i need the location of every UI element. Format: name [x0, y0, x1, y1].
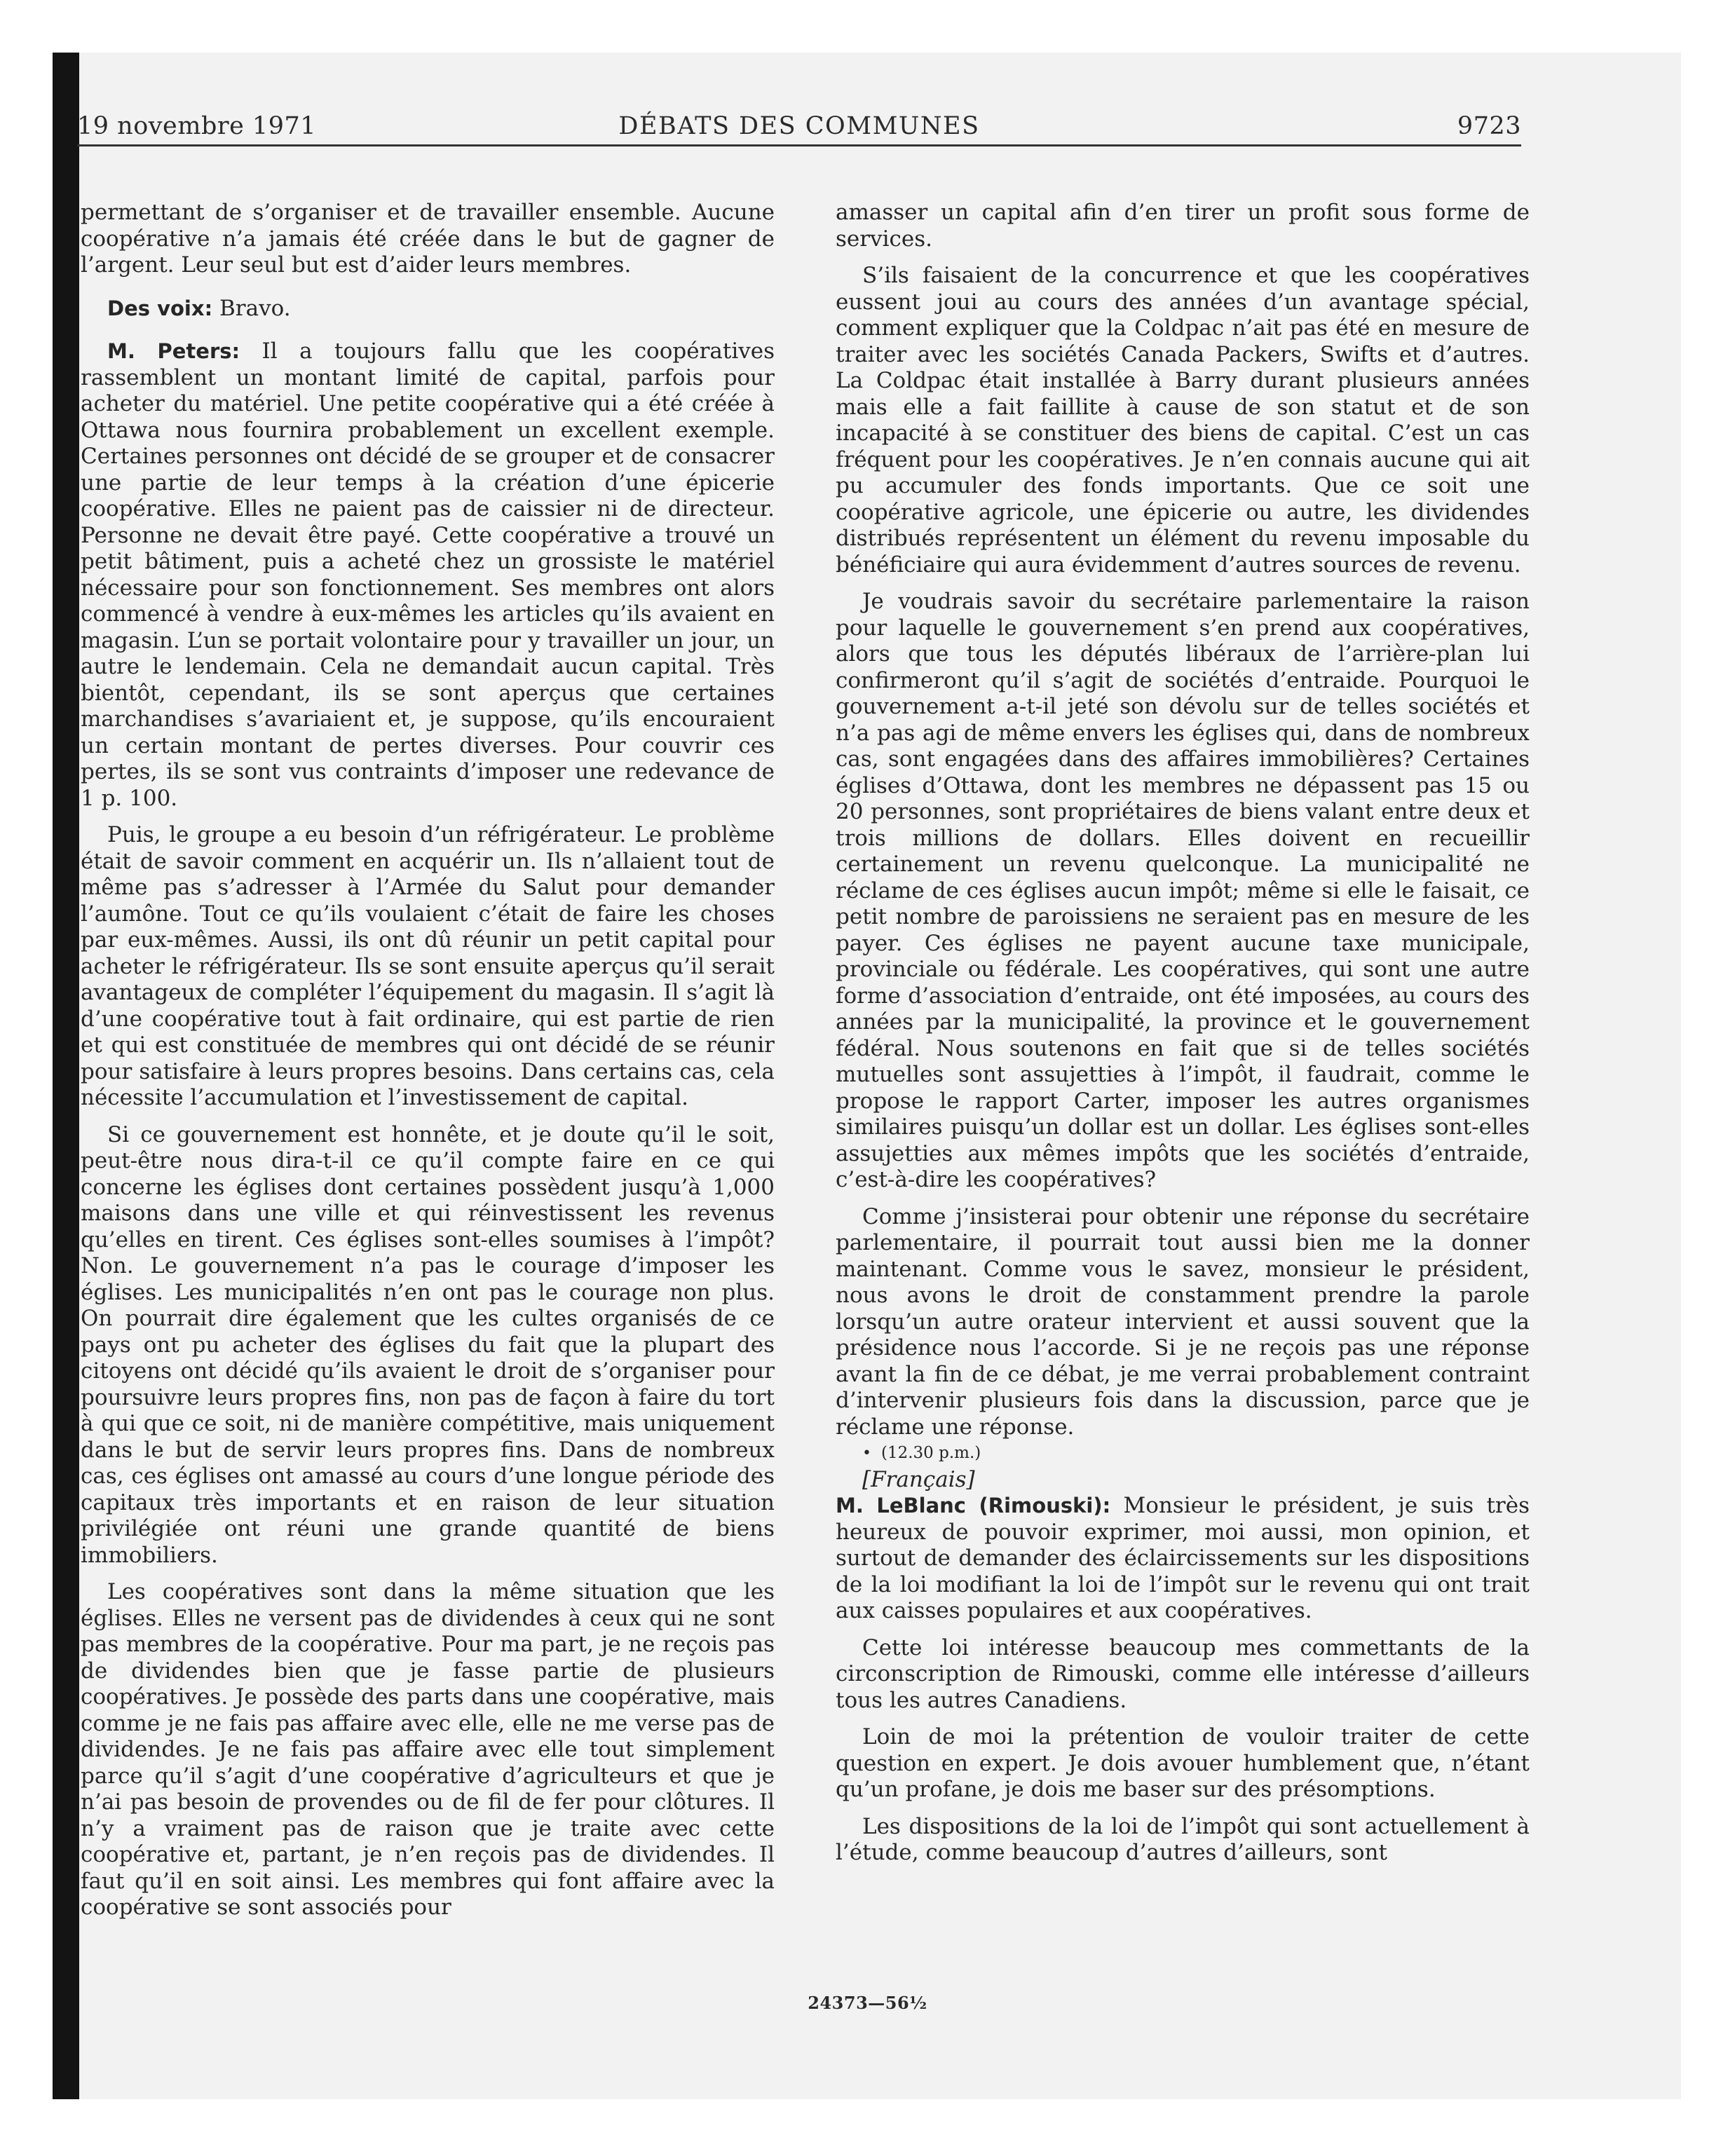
speech-text: Bravo.: [219, 295, 291, 321]
language-marker: [Français]: [862, 1466, 975, 1492]
paragraph: amasser un capital afin d’en tirer un profit sous forme de services.: [836, 200, 1530, 252]
bullet-icon: •: [862, 1445, 871, 1462]
speaker-name: M. LeBlanc (Rimouski):: [836, 1494, 1111, 1517]
speech-text: Monsieur le président, je suis très heureux de pouvoir exprimer, moi aussi, mon opinion, et surtout de demander des éclaircissements sur les dispositions de la loi modifiant la loi de l’impôt sur le revenu qui ont trait aux caisses populaires et aux coopératives.: [836, 1493, 1530, 1623]
paragraph: Comme j’insisterai pour obtenir une réponse du secrétaire parlementaire, il pourrait tout aussi bien me la donner maintenant. Comme vous le savez, monsieur le président, nous avons le droit de constamment prendre la parole lorsqu’un autre orateur intervient et aussi souvent que la présidence nous l’accorde. Si je ne reçois pas une réponse avant la fin de ce débat, je me verrai probablement contraint d’intervenir plusieurs fois dans la discussion, parce que je réclame une réponse.: [836, 1203, 1530, 1440]
speech-bravo: [81, 296, 775, 322]
paragraph: Puis, le groupe a eu besoin d’un réfrigérateur. Le problème était de savoir comment en acquérir un. Ils n’allaient tout de même pas s’adresser à l’Armée du Salut pour demander l’aumône. Tout ce qu’ils voulaient c’était de faire les choses par eux-mêmes. Aussi, ils ont dû réunir un petit capital pour acheter le réfrigérateur. Ils se sont ensuite aperçus qu’il serait avantageux de compléter l’équipement du magasin. Il s’agit là d’une coopérative tout à fait ordinaire, qui est partie de rien et qui est constituée de membres qui ont décidé de se réunir pour satisfaire à leurs propres besoins. Dans certains cas, cela nécessite l’accumulation et l’investissement de capital.: [81, 822, 775, 1110]
header-page-number: 9723: [1457, 112, 1521, 140]
header-title: DÉBATS DES COMMUNES: [618, 112, 980, 140]
paragraph: S’ils faisaient de la concurrence et que les coopératives eussent joui au cours des années d’un avantage spécial, comment expliquer que la Coldpac n’ait pas été en mesure de traiter avec les sociétés Canada Packers, Swifts et d’autres. La Coldpac était installée à Barry durant plusieurs années mais elle a fait faillite à cause de son statut et de son incapacité à se constituer des biens de capital. C’est un cas fréquent pour les coopératives. Je n’en connais aucune qui ait pu accumuler des fonds importants. Que ce soit une coopérative agricole, une épicerie ou autre, les dividendes distribués représentent un élément du revenu imposable du bénéficiaire qui aura évidemment d’autres sources de revenu.: [836, 263, 1530, 578]
left-column: [81, 200, 775, 1921]
paragraph: Les dispositions de la loi de l’impôt qui sont actuellement à l’étude, comme beaucoup d’autres d’ailleurs, sont: [836, 1813, 1530, 1865]
timestamp: [836, 1440, 1530, 1467]
header-date: 19 novembre 1971: [77, 112, 316, 140]
footer-code: 24373—56½: [808, 1993, 927, 2013]
speech-text: Il a toujours fallu que les coopératives rassemblent un montant limité de capital, parfois pour acheter du matériel. Une petite coopérative qui a été créée à Ottawa nous fournira probablement un excellent exemple. Certaines personnes ont décidé de se grouper et de consacrer une partie de leur temps à la création d’une épicerie coopérative. Elles ne paient pas de caissier ni de directeur. Personne ne devait être payé. Cette coopérative a trouvé un petit bâtiment, puis a acheté chez un grossiste le matériel nécessaire pour son fonctionnement. Ses membres ont alors commencé à vendre à eux-mêmes les articles qu’ils avaient en magasin. L’un se portait volontaire pour y travailler un jour, un autre le lendemain. Cela ne demandait aucun capital. Très bientôt, cependant, ils se sont aperçus que certaines marchandises s’avariaient et, je suppose, qu’ils encouraient un certain montant de pertes diverses. Pour couvrir ces pertes, ils se sont vus contraints d’imposer une redevance de 1 p. 100.: [81, 339, 775, 811]
speaker-name: M. Peters:: [107, 339, 240, 363]
paragraph: permettant de s’organiser et de travailler ensemble. Aucune coopérative n’a jamais été créée dans le but de gagner de l’argent. Leur seul but est d’aider leurs membres.: [81, 200, 775, 278]
paragraph: Loin de moi la prétention de vouloir traiter de cette question en expert. Je dois avouer humblement que, n’étant qu’un profane, je dois me baser sur des présomptions.: [836, 1724, 1530, 1802]
timestamp-text: (12.30 p.m.): [880, 1444, 981, 1462]
scan-edge: [53, 53, 79, 2099]
paragraph: Si ce gouvernement est honnête, et je doute qu’il le soit, peut-être nous dira-t-il ce qu’il compte faire en ce qui concerne les églises dont certaines possèdent jusqu’à 1,000 maisons dans une ville et qui réinvestissent les revenus qu’elles en tirent. Ces églises sont-elles soumises à l’impôt? Non. Le gouvernement n’a pas le courage d’imposer les églises. Les municipalités n’en ont pas le courage non plus. On pourrait dire également que les cultes organisés de ce pays ont pu acheter des églises du fait que la plupart des citoyens ont décidé qu’ils avaient le droit de s’organiser pour poursuivre leurs propres fins, non pas de façon à faire du tort à qui que ce soit, ni de manière compétitive, mais uniquement dans le but de servir leurs propres fins. Dans de nombreux cas, ces églises ont amassé au cours d’une longue période des capitaux très importants et en raison de leur situation privilégiée ont réuni une grande quantité de biens immobiliers.: [81, 1121, 775, 1568]
paragraph: Les coopératives sont dans la même situation que les églises. Elles ne versent pas de dividendes à ceux qui ne sont pas membres de la coopérative. Pour ma part, je ne reçois pas de dividendes bien que je fasse partie de plusieurs coopératives. Je possède des parts dans une coopérative, mais comme je ne fais pas affaire avec elle, elle ne me verse pas de dividendes. Je ne fais pas affaire avec elle tout simplement parce qu’il s’agit d’une coopérative d’agriculteurs et que je n’ai pas besoin de provendes ou de fil de fer pour clôtures. Il n’y a vraiment pas de raison que je traite avec cette coopérative et, partant, je n’en reçois pas de dividendes. Il faut qu’il en soit ainsi. Les membres qui font affaire avec la coopérative se sont associés pour: [81, 1579, 775, 1920]
speaker-name: Des voix:: [107, 296, 213, 320]
running-head: [77, 105, 1521, 146]
speech-peters: [81, 339, 775, 812]
speech-leblanc: [836, 1493, 1530, 1625]
right-column: [836, 200, 1530, 1867]
paragraph: Je voudrais savoir du secrétaire parlementaire la raison pour laquelle le gouvernement s’en prend aux coopératives, alors que tous les députés libéraux de l’arrière-plan lui confirmeront qu’il s’agit de sociétés d’entraide. Pourquoi le gouvernement a-t-il jeté son dévolu sur de telles sociétés et n’a pas agi de même envers les églises qui, dans de nombreux cas, sont engagées dans des affaires immobilières? Certaines églises d’Ottawa, dont les membres ne dépassent pas 15 ou 20 personnes, sont propriétaires de biens valant entre deux et trois millions de dollars. Elles doivent en recueillir certainement un revenu quelconque. La municipalité ne réclame de ces églises aucun impôt; même si elle le faisait, ce petit nombre de paroissiens ne seraient pas en mesure de les payer. Ces églises ne payent aucune taxe municipale, provinciale ou fédérale. Les coopératives, qui sont une autre forme d’association d’entraide, ont été imposées, au cours des années par la municipalité, la province et le gouvernement fédéral. Nous soutenons en fait que si de telles sociétés mutuelles sont assujetties à l’impôt, il faudrait, comme le propose le rapport Carter, imposer les autres organismes similaires puisqu’un dollar est un dollar. Les églises sont-elles assujetties aux mêmes impôts que les sociétés d’entraide, c’est-à-dire les coopératives?: [836, 589, 1530, 1192]
paragraph: Cette loi intéresse beaucoup mes commettants de la circonscription de Rimouski, comme elle intéresse d’ailleurs tous les autres Canadiens.: [836, 1635, 1530, 1713]
